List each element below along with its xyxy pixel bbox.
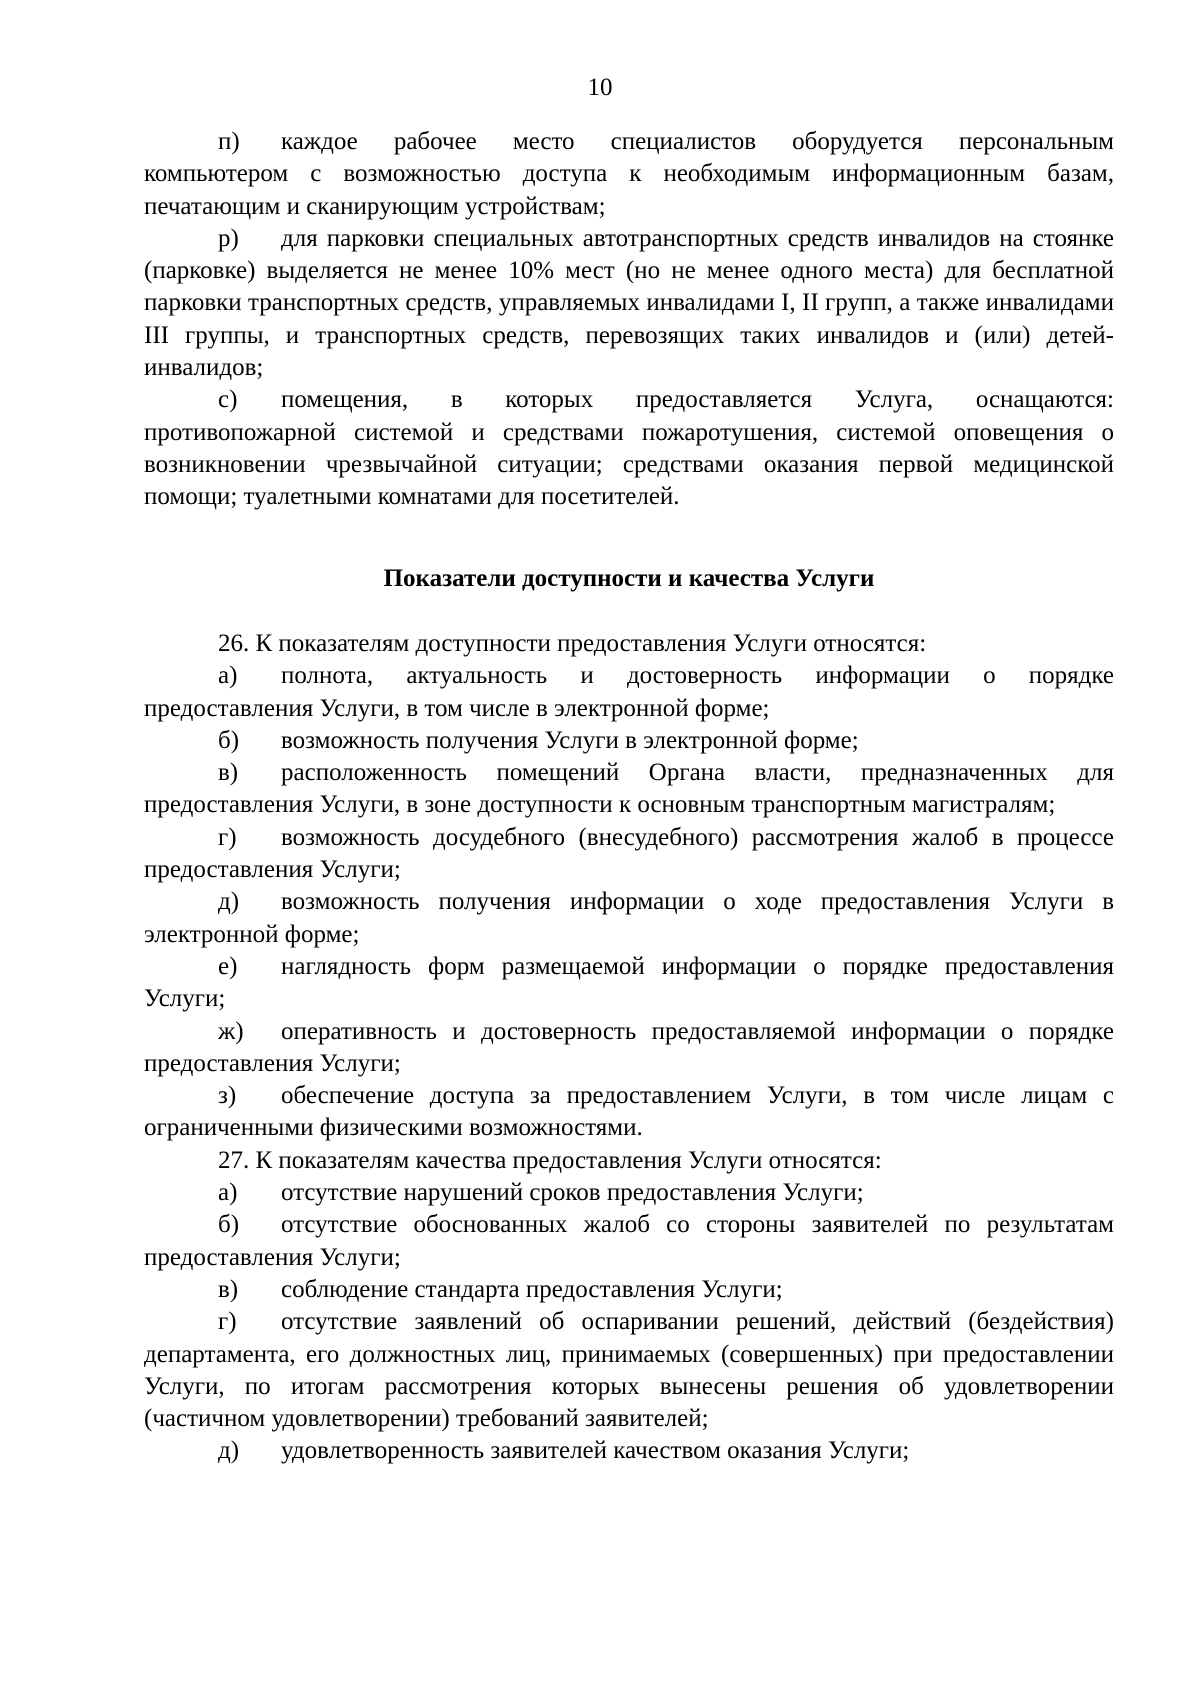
item-text: обеспечение доступа за предоставлением Услуги, в том числе лицам с ограниченными физическими возможностями. [144, 1082, 1114, 1142]
item-marker: ж) [218, 1017, 244, 1045]
item-text: возможность досудебного (внесудебного) рассмотрения жалоб в процессе предоставления Услуги; [144, 823, 1114, 884]
item-marker: в) [218, 759, 239, 787]
item-text: удовлетворенность заявителей качеством оказания Услуги; [281, 1437, 910, 1465]
list-item [144, 757, 1114, 822]
clause-26-intro: 26. К показателям доступности предоставления Услуги относятся: [218, 630, 927, 657]
list-item [144, 1209, 1114, 1274]
list-item [144, 1177, 1114, 1209]
section-heading-block [144, 563, 1114, 595]
section-heading: Показатели доступности и качества Услуги [383, 565, 875, 592]
item-marker: б) [218, 1211, 240, 1239]
item-text: отсутствие нарушений сроков предоставления Услуги; [281, 1179, 864, 1207]
item-text: наглядность форм размещаемой информации о порядке предоставления Услуги; [144, 952, 1114, 1013]
item-marker: а) [218, 662, 238, 690]
list-item [144, 660, 1114, 725]
clause-27-intro: 27. К показателям качества предоставления Услуги относятся: [218, 1146, 882, 1174]
item-marker: г) [218, 823, 237, 851]
item-text: оперативность и достоверность предоставляемой информации о порядке предоставления Услуги; [144, 1017, 1114, 1077]
list-item [144, 1274, 1114, 1306]
page-number: 10 [587, 74, 613, 101]
item-marker: д) [218, 888, 240, 916]
item-marker: в) [218, 1275, 239, 1303]
list-item [144, 223, 1114, 384]
item-marker: п) [218, 128, 240, 155]
facility-requirements-list [144, 126, 1114, 514]
list-item [144, 822, 1114, 887]
item-marker: б) [218, 726, 240, 754]
item-text: полнота, актуальность и достоверность информации о порядке предоставления Услуги, в том числе в электронной форме; [144, 662, 1114, 722]
item-text: помещения, в которых предоставляется Услуга, оснащаются: противопожарной системой и средствами пожаротушения, системой оповещения о возникновении чрезвычайной ситуации; средствами оказания первой медицинской помощи; туалетными комнатами для посетителей. [144, 386, 1114, 511]
list-item [144, 1016, 1114, 1081]
item-marker: с) [218, 386, 238, 414]
item-text: отсутствие обоснованных жалоб со стороны заявителей по результатам предоставления Услуги; [144, 1211, 1114, 1271]
list-item [144, 126, 1114, 223]
indicators-section [144, 628, 1114, 1468]
item-marker: а) [218, 1179, 238, 1207]
list-item [144, 1435, 1114, 1467]
item-marker: г) [218, 1308, 237, 1336]
item-text: соблюдение стандарта предоставления Услуги; [281, 1275, 783, 1303]
list-item [144, 725, 1114, 757]
item-marker: з) [218, 1082, 237, 1110]
list-item [144, 1080, 1114, 1145]
list-item [144, 384, 1114, 513]
item-marker: р) [218, 224, 239, 252]
item-marker: е) [218, 952, 238, 980]
item-text: отсутствие заявлений об оспаривании решений, действий (бездействия) департамента, его должностных лиц, принимаемых (совершенных) при предоставлении Услуги, по итогам рассмотрения которых вынесены решения об удовлетворении (частичном удовлетворении) требований заявителей; [144, 1308, 1114, 1433]
list-item [144, 886, 1114, 951]
item-text: каждое рабочее место специалистов оборудуется персональным компьютером с возможностью доступа к необходимым информационным базам, печатающим и сканирующим устройствам; [144, 128, 1114, 220]
item-text: возможность получения Услуги в электронной форме; [281, 726, 859, 754]
item-text: расположенность помещений Органа власти, предназначенных для предоставления Услуги, в зоне доступности к основным транспортным магистралям; [144, 759, 1114, 819]
item-text: для парковки специальных автотранспортных средств инвалидов на стоянке (парковке) выделяется не менее 10% мест (но не менее одного места) для бесплатной парковки транспортных средств, управляемых инвалидами I, II групп, а также инвалидами III группы, и транспортных средств, перевозящих таких инвалидов и (или) детей-инвалидов; [144, 224, 1114, 382]
item-text: возможность получения информации о ходе предоставления Услуги в электронной форме; [144, 888, 1114, 948]
list-item [144, 1306, 1114, 1435]
list-item [144, 951, 1114, 1016]
item-marker: д) [218, 1437, 240, 1465]
